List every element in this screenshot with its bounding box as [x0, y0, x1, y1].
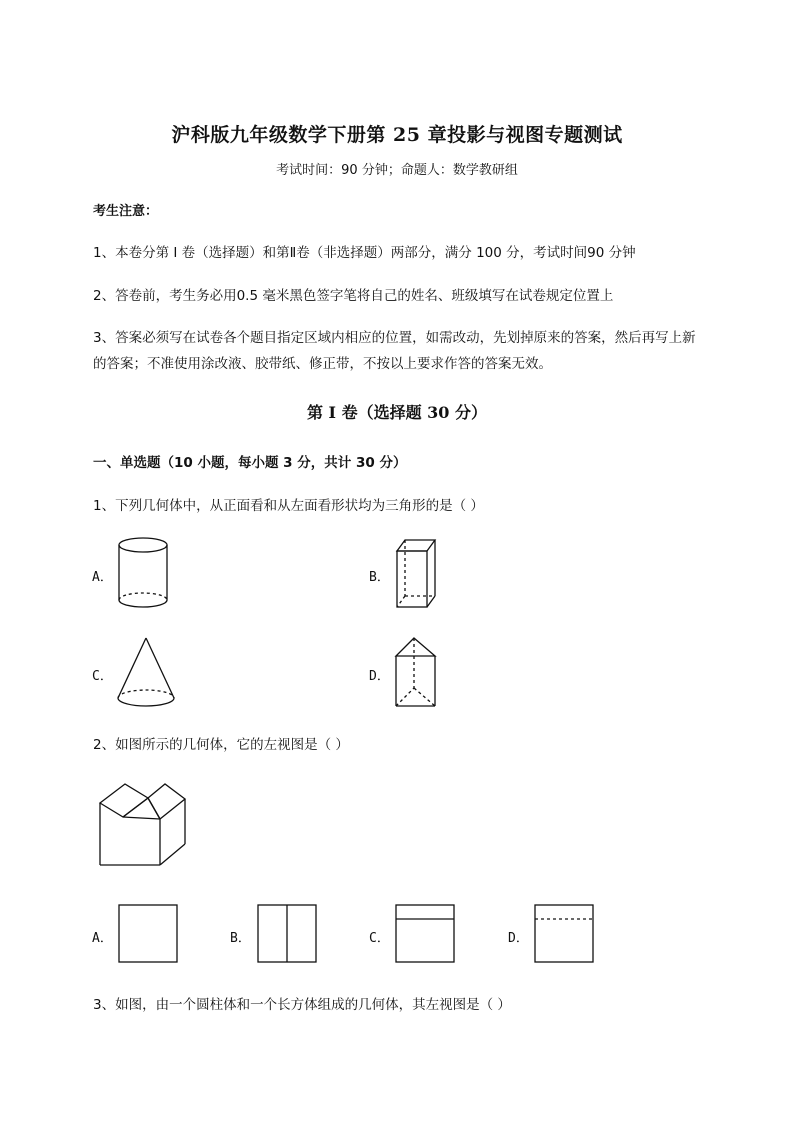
q1-cylinder-figure — [115, 536, 171, 611]
q2-option-b-view — [257, 904, 319, 964]
q1-cone-figure — [115, 636, 177, 712]
q2-option-a-label: A． — [92, 931, 113, 946]
notice-item-1: 1、本卷分第 I 卷（选择题）和第Ⅱ卷（非选择题）两部分，满分 100 分，考试时间90 分钟 — [93, 245, 636, 261]
q2-option-d-label: D． — [508, 931, 529, 946]
page-title: 沪科版九年级数学下册第 25 章投影与视图专题测试 — [171, 124, 623, 146]
notice-item-2: 2、答卷前，考生务必用0.5 毫米黑色签字笔将自己的姓名、班级填写在试卷规定位置上 — [93, 288, 614, 304]
question-1-text: 1、下列几何体中，从正面看和从左面看形状均为三角形的是（ ） — [93, 498, 484, 514]
question-3-text: 3、如图，由一个圆柱体和一个长方体组成的几何体，其左视图是（ ） — [93, 997, 511, 1013]
q1-option-d-label: D． — [369, 669, 390, 684]
question-2-text: 2、如图所示的几何体，它的左视图是（ ） — [93, 737, 349, 753]
q2-option-b-label: B． — [230, 931, 251, 946]
q2-option-d-view — [534, 904, 596, 964]
q1-triangular-prism-figure — [393, 636, 439, 708]
q1-option-a-label: A． — [92, 570, 113, 585]
notice-heading: 考生注意： — [93, 204, 159, 219]
part-heading: 一、单选题（10 小题，每小题 3 分，共计 30 分） — [93, 455, 407, 471]
q1-option-b-label: B． — [369, 570, 390, 585]
q2-solid-figure — [97, 782, 187, 868]
notice-item-3-line-1: 3、答案必须写在试卷各个题目指定区域内相应的位置，如需改动，先划掉原来的答案，然后再写上新 — [93, 330, 696, 346]
exam-info: 考试时间：90 分钟；命题人：数学教研组 — [276, 163, 518, 178]
q2-option-c-view — [395, 904, 457, 964]
notice-item-3-line-2: 的答案；不准使用涂改液、胶带纸、修正带，不按以上要求作答的答案无效。 — [93, 356, 552, 372]
section-title: 第 I 卷（选择题 30 分） — [306, 403, 488, 422]
q1-option-c-label: C． — [92, 669, 113, 684]
q1-prism-box-figure — [393, 537, 439, 609]
q2-option-c-label: C． — [369, 931, 390, 946]
q2-option-a-view — [118, 904, 180, 964]
